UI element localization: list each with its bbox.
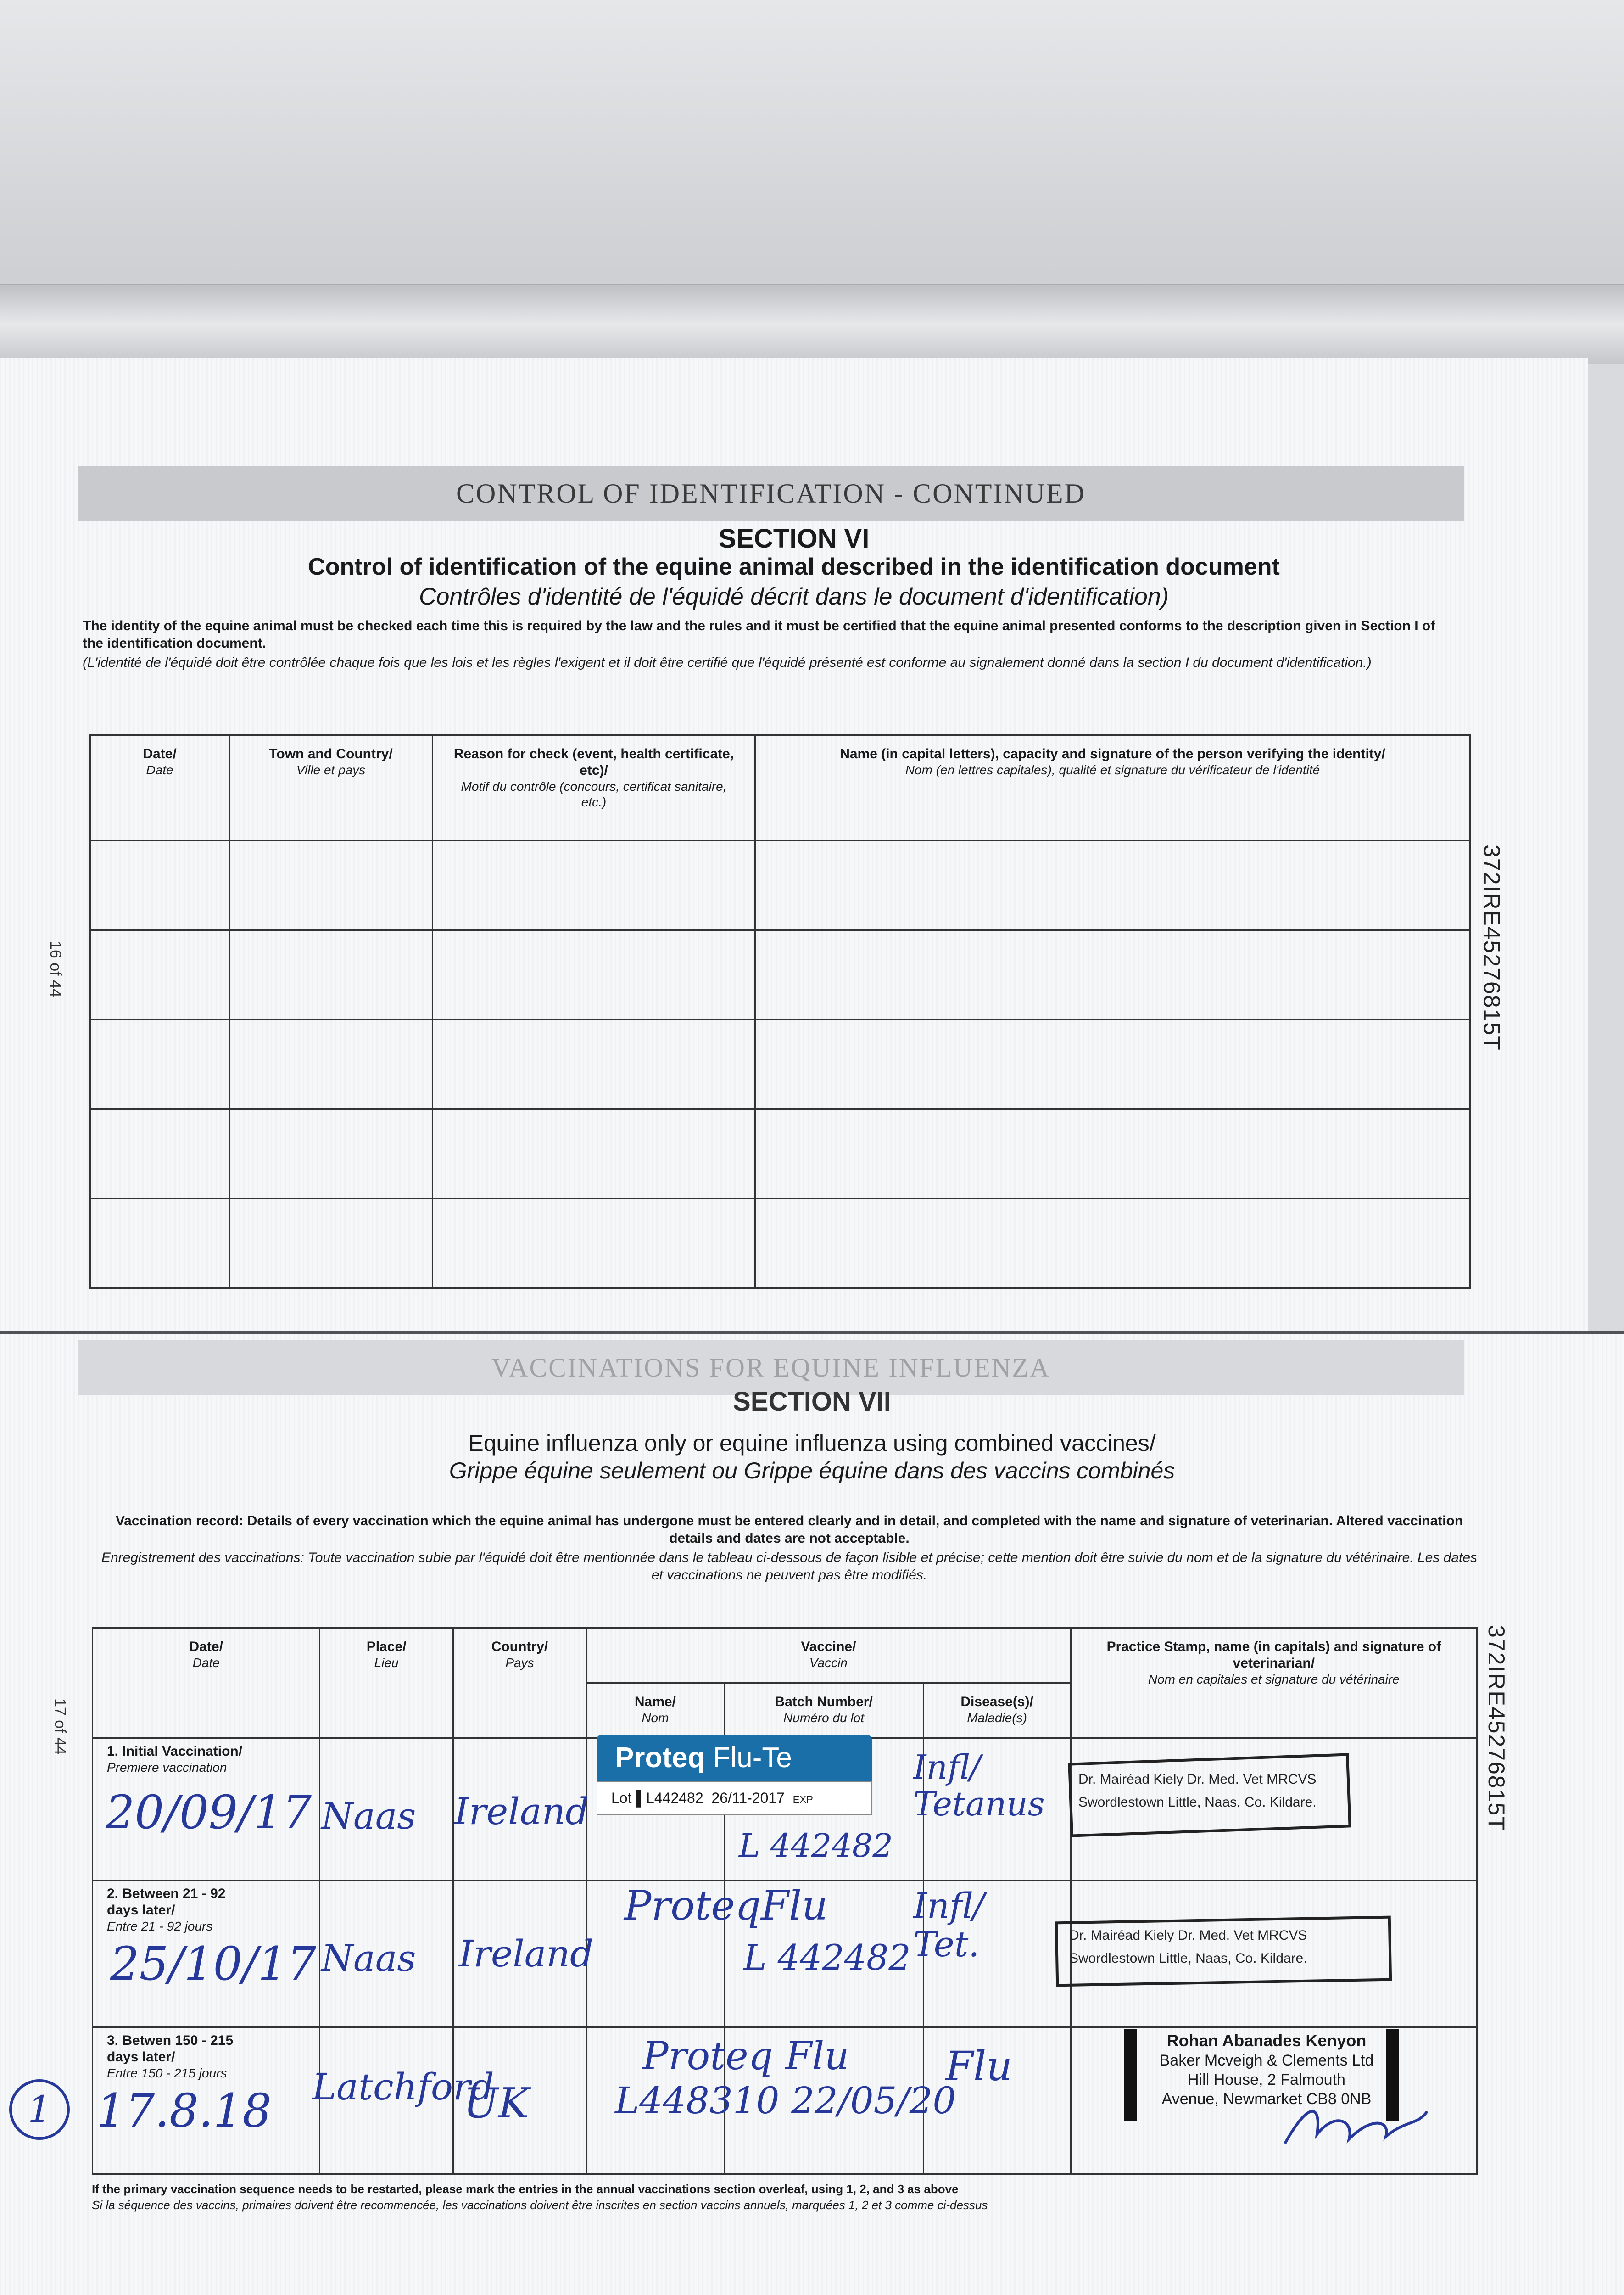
section-heading-en: Control of identification of the equine animal described in the identification document (308, 554, 1280, 580)
side-id-top: 372IRE45276815T (1479, 845, 1505, 1051)
section-heading-fr: Grippe équine seulement ou Grippe équine dans des vaccins combinés (449, 1458, 1175, 1483)
passport-sleeve (0, 284, 1624, 364)
row2-stamp-line1: Dr. Mairéad Kiely Dr. Med. Vet MRCVS (1069, 1928, 1307, 1943)
col-date-header: Date/ Date (93, 1628, 320, 1738)
row3-name: Proteq Flu (642, 2033, 849, 2078)
col-disease-header: Disease(s)/ Maladie(s) (923, 1683, 1071, 1738)
section-number: SECTION VII (733, 1387, 891, 1416)
col-place-header: Place/ Lieu (320, 1628, 453, 1738)
col-verifier-header: Name (in capital letters), capacity and signature of the person verifying the identity/ Nom (en lettres capitales), qualité et signature du vérificateur de l'identité (755, 735, 1470, 841)
row1-date: 20/09/17 (106, 1786, 312, 1839)
col-town-header: Town and Country/ Ville et pays (229, 735, 433, 841)
row3-country: UK (463, 2079, 530, 2127)
row3-place: Latchford (312, 2066, 494, 2108)
vet-address-1: Hill House, 2 Falmouth (1188, 2071, 1345, 2088)
table-row (90, 841, 1470, 930)
col-vaccine-header: Vaccine/ Vaccin (586, 1628, 1071, 1683)
footer-note-en: If the primary vaccination sequence needs to be restarted, please mark the entries in the annual vaccinations section overleaf, using 1, 2, and 3 as above (92, 2182, 959, 2196)
intro-text-en: The identity of the equine animal must be checked each time this is required by the law and the rules and it must be certified that the equine animal presented conforms to the description given in Section I of the identification document. (83, 618, 1435, 651)
table-row: 1. Initial Vaccination/ Premiere vaccination (93, 1738, 1477, 1881)
row2-disease: Infl/ Tet. (913, 1885, 985, 1965)
identity-check-table (89, 734, 1471, 1289)
row3-disease: Flu (945, 2043, 1012, 2090)
vaccine-sticker (597, 1735, 872, 1818)
row2-batch: L 442482 (743, 1937, 911, 1978)
sticker-exp: 26/11-2017 (711, 1790, 785, 1806)
sticker-product: Flu-Te (713, 1742, 792, 1774)
col-batch-header: Batch Number/ Numéro du lot (724, 1683, 923, 1738)
col-reason-header: Reason for check (event, health certificate, etc)/ Motif du contrôle (concours, certificat sanitaire, etc.) (433, 735, 755, 841)
col-country-header: Country/ Pays (453, 1628, 586, 1738)
table-row: 2. Between 21 - 92 days later/ Entre 21 - 92 jours (93, 1881, 1477, 2027)
vet-address-2: Avenue, Newmarket CB8 0NB (1161, 2090, 1372, 2108)
table-row: 3. Betwen 150 - 215 days later/ Entre 150 - 215 jours (93, 2027, 1477, 2174)
row1-stamp-line1: Dr. Mairéad Kiely Dr. Med. Vet MRCVS (1078, 1772, 1317, 1787)
page-number-17: 17 of 44 (51, 1698, 69, 1755)
vet-signature-3 (1280, 2093, 1432, 2153)
row2-country: Ireland (459, 1932, 594, 1975)
vet-practice: Baker Mcveigh & Clements Ltd (1159, 2052, 1374, 2069)
row3-date: 17.8.18 (96, 2084, 272, 2138)
table-row (90, 930, 1470, 1020)
sticker-brand: Proteq (615, 1742, 705, 1774)
row2-name: ProteqFlu (624, 1882, 828, 1929)
table-row (90, 1109, 1470, 1199)
section-band-title: CONTROL OF IDENTIFICATION - CONTINUED (78, 466, 1464, 521)
row3-batch: L448310 22/05/20 (615, 2079, 956, 2122)
col-name-header: Name/ Nom (586, 1683, 725, 1738)
side-id-bottom: 372IRE45276815T (1484, 1625, 1509, 1831)
row1-place: Naas (321, 1795, 416, 1837)
intro-text-en: Vaccination record: Details of every vaccination which the equine animal has undergone must be entered clearly and in detail, and completed with the name and signature of veterinarian. Altered vaccination details and dates are not acceptable. (115, 1513, 1463, 1546)
row1-disease: Infl/ Tetanus (913, 1748, 1045, 1823)
intro-text-fr: Enregistrement des vaccinations: Toute vaccination subie par l'équidé doit être mentionnée dans le tableau ci-dessous de façon lisible et précise; cette mention doit être suivie du nom et de la signature du vétérinaire. Les dates et vaccinations ne peuvent pas être modifiés. (101, 1550, 1478, 1583)
page-number-16: 16 of 44 (47, 941, 64, 997)
row1-stamp-line2: Swordlestown Little, Naas, Co. Kildare. (1078, 1795, 1317, 1810)
col-stamp-header: Practice Stamp, name (in capitals) and signature of veterinarian/ Nom en capitales et signature du vétérinaire (1071, 1628, 1477, 1738)
section-heading-fr: Contrôles d'identité de l'équidé décrit dans le document d'identification) (419, 583, 1169, 610)
footer-note-fr: Si la séquence des vaccins, primaires doivent être recommencée, les vaccinations doivent être inscrites en section vaccins annuels, marquées 1, 2 et 3 comme ci-dessus (92, 2198, 988, 2212)
row1-country: Ireland (454, 1790, 589, 1833)
row2-stamp-line2: Swordlestown Little, Naas, Co. Kildare. (1069, 1951, 1307, 1966)
row1-batch: L 442482 (739, 1827, 893, 1864)
sticker-exp-label: EXP (792, 1794, 813, 1805)
col-date-header: Date/ Date (90, 735, 229, 841)
section-number: SECTION VI (718, 524, 870, 554)
vet-name: Rohan Abanades Kenyon (1166, 2031, 1367, 2050)
section-heading-en: Equine influenza only or equine influenza using combined vaccines/ (468, 1430, 1156, 1456)
row2-date: 25/10/17 (110, 1937, 317, 1991)
section-band-title: VACCINATIONS FOR EQUINE INFLUENZA (78, 1340, 1464, 1395)
table-row (90, 1199, 1470, 1288)
sequence-marker-circle: 1 (9, 2079, 70, 2140)
sticker-lot: Lot ▌L442482 (611, 1790, 703, 1806)
row2-place: Naas (321, 1937, 416, 1980)
table-row (90, 1020, 1470, 1109)
intro-text-fr: (L'identité de l'équidé doit être contrôlée chaque fois que les lois et les règles l'exigent et il doit être certifié que l'équidé présenté est conforme au signalement donné dans la section I du document d'identification.) (83, 655, 1372, 670)
